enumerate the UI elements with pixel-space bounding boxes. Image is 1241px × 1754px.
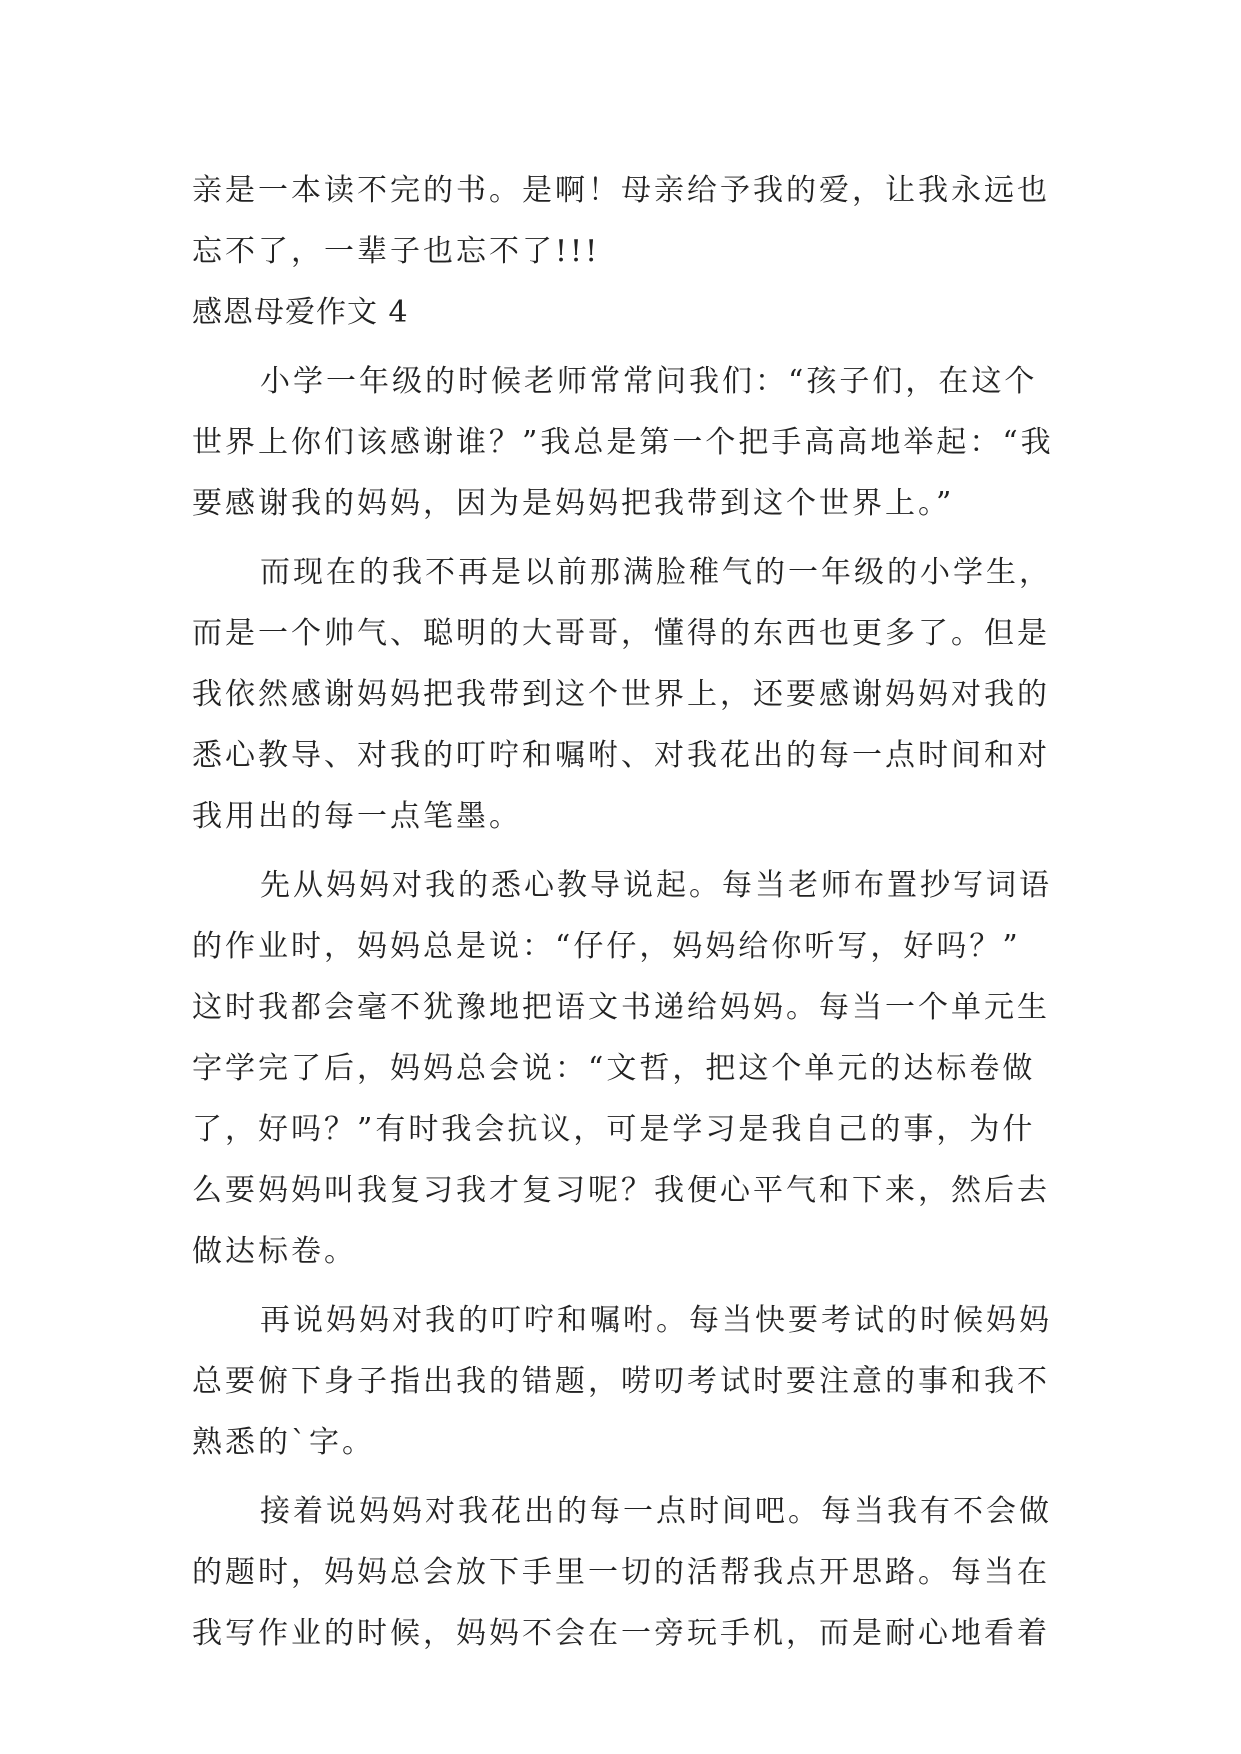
text-line: 而是一个帅气、聪明的大哥哥，懂得的东西也更多了。但是	[192, 616, 1050, 651]
text-line: 世界上你们该感谢谁？”我总是第一个把手高高地举起：“我	[192, 425, 1054, 460]
text-line: 做达标卷。	[192, 1234, 357, 1269]
paragraph	[192, 542, 1052, 847]
text-line: 要感谢我的妈妈，因为是妈妈把我带到这个世界上。”	[192, 486, 955, 521]
text-line: 先从妈妈对我的悉心教导说起。每当老师布置抄写词语	[260, 868, 1052, 903]
text-line: 的题时，妈妈总会放下手里一切的活帮我点开思路。每当在	[192, 1555, 1050, 1590]
section-heading: 感恩母爱作文 4	[192, 295, 409, 330]
text-line: 而现在的我不再是以前那满脸稚气的一年级的小学生，	[260, 555, 1052, 590]
text-line: 么要妈妈叫我复习我才复习呢？我便心平气和下来，然后去	[192, 1173, 1050, 1208]
paragraph	[192, 1481, 1052, 1664]
text-line: 接着说妈妈对我花出的每一点时间吧。每当我有不会做	[260, 1494, 1052, 1529]
text-line: 我写作业的时候，妈妈不会在一旁玩手机，而是耐心地看着	[192, 1616, 1050, 1651]
text-line: 了，好吗？”有时我会抗议，可是学习是我自己的事，为什	[192, 1112, 1036, 1147]
paragraph	[192, 855, 1052, 1282]
text-line: 小学一年级的时候老师常常问我们：“孩子们，在这个	[260, 364, 1038, 399]
text-line: 我依然感谢妈妈把我带到这个世界上，还要感谢妈妈对我的	[192, 677, 1050, 712]
text-line: 总要俯下身子指出我的错题，唠叨考试时要注意的事和我不	[192, 1364, 1050, 1399]
text-line: 我用出的每一点笔墨。	[192, 799, 522, 834]
text-line: 亲是一本读不完的书。是啊！母亲给予我的爱，让我永远也	[192, 173, 1050, 208]
paragraph	[192, 351, 1052, 534]
text-line: 忘不了，一辈子也忘不了!!!	[192, 234, 601, 269]
text-line: 悉心教导、对我的叮咛和嘱咐、对我花出的每一点时间和对	[192, 738, 1050, 773]
text-line: 再说妈妈对我的叮咛和嘱咐。每当快要考试的时候妈妈	[260, 1303, 1052, 1338]
document-body	[192, 160, 1052, 1664]
paragraph	[192, 1290, 1052, 1473]
text-line: 的作业时，妈妈总是说：“仔仔，妈妈给你听写，好吗？”	[192, 929, 1021, 964]
text-line: 字学完了后，妈妈总会说：“文哲，把这个单元的达标卷做	[192, 1051, 1036, 1086]
text-line: 这时我都会毫不犹豫地把语文书递给妈妈。每当一个单元生	[192, 990, 1050, 1025]
text-line: 熟悉的`字。	[192, 1425, 375, 1460]
